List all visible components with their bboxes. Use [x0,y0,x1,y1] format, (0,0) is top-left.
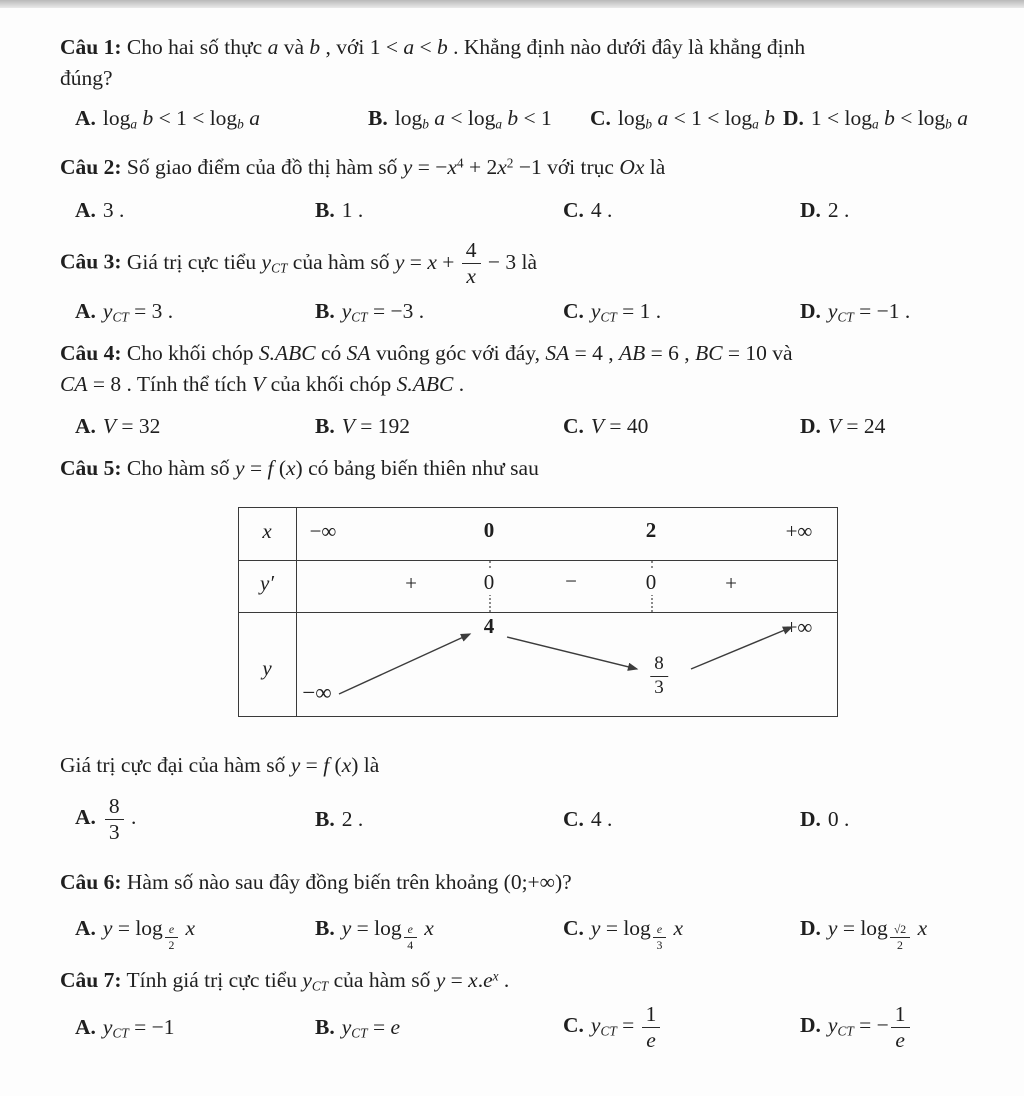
option-letter: B. [315,1014,335,1039]
bbt-y-label: y [262,656,272,681]
option-c: C. 4 . [563,197,613,222]
bbt-yprime-label: y′ [260,571,274,596]
bbt-yprime-sign: + [405,571,417,596]
question-1-text-line2: đúng? [60,66,113,91]
option-c: C. yCT = $\frac{1}{e}$ [563,1003,800,1052]
option-c: C. V = 40 [563,414,649,439]
option-b: B. y = log $\frac{e}{4}$ x [315,916,434,952]
option-c: C. logb a < 1 < loga b [590,106,775,133]
question-5-options [60,795,988,844]
question-2-options [60,195,988,225]
option-letter: D. [800,1013,821,1038]
option-a: A. loga b < 1 < logb a [75,106,260,133]
option-d: D. yCT = −1 . [800,299,911,326]
question-6-text: Câu 6: Hàm số nào sau đây đồng biến trên khoảng (0;+∞)? [60,870,572,895]
bbt-y-peak: 4 [483,614,495,639]
option-d: D. y = log $\frac{√2}{2}$ x [800,916,928,952]
question-1-options [60,103,988,134]
question-4-label: Câu 4: [60,340,122,365]
question-1 [60,32,988,135]
option-d: D. 1 < loga b < logb a [783,106,968,133]
option-a: A. yCT = −1 [75,1014,175,1041]
trend-arrows [239,612,839,718]
option-letter: D. [800,197,821,222]
option-a: A. 3 . [75,197,125,222]
question-7-text: Câu 7: Tính giá trị cực tiểu yCT của hàm số $y = x.e^x$ . [60,967,510,994]
option-b: B. 2 . [315,807,364,832]
question-7-options [60,1003,988,1052]
question-5-text: Câu 5: Cho hàm số y = f (x) có bảng biến thiên như sau [60,456,539,481]
question-4-options [60,411,988,441]
option-letter: B. [315,414,335,439]
bbt-x-minus-inf: −∞ [309,519,337,544]
option-letter: A. [75,805,96,830]
variation-table [238,507,838,717]
option-d: D. yCT = − $\frac{1}{e}$ [800,1003,988,1052]
question-4-text: Câu 4: Cho khối chóp S.ABC có SA vuông góc với đáy, SA = 4 , AB = 6 , BC = 10 và [60,340,793,365]
question-2 [60,152,988,225]
option-b: B. yCT = e [315,1014,401,1041]
bbt-yprime-zero: 0 [642,570,661,595]
top-edge-bar [0,0,1024,8]
option-letter: A. [75,197,96,222]
option-letter: A. [75,414,96,439]
option-c: C. 4 . [563,807,613,832]
arrow-up-icon [691,627,792,669]
question-6-options [60,913,988,951]
question-5 [60,453,988,844]
option-letter: C. [563,807,584,832]
option-letter: D. [783,106,804,131]
option-letter: C. [590,106,611,131]
option-letter: D. [800,414,821,439]
arrow-down-icon [507,637,637,669]
question-5-followup: Giá trị cực đại của hàm số y = f (x) là [60,753,380,778]
option-d: D. V = 24 [800,414,886,439]
question-2-text: Câu 2: Số giao điểm của đồ thị hàm số $y = -x^4 + 2x^2 -1$ với trục Ox là [60,154,666,179]
bbt-y-valley: $\frac{8}{3}$ [648,654,670,698]
question-2-label: Câu 2: [60,154,122,179]
option-letter: B. [368,106,388,131]
question-5-label: Câu 5: [60,456,122,481]
option-b: B. logb a < loga b < 1 [368,106,552,133]
option-letter: C. [563,197,584,222]
option-c: C. yCT = 1 . [563,299,662,326]
option-a: A. y = log $\frac{e}{2}$ x [75,916,195,952]
question-1-label: Câu 1: [60,35,122,59]
option-letter: A. [75,916,96,941]
option-b: B. V = 192 [315,414,410,439]
option-letter: B. [315,299,335,324]
option-letter: C. [563,1013,584,1038]
bbt-x-label: x [262,519,272,544]
question-4 [60,338,988,441]
option-letter: A. [75,106,96,131]
option-letter: B. [315,807,335,832]
option-a: A. $\frac{8}{3}$ . [75,793,137,844]
option-letter: B. [315,197,335,222]
option-letter: C. [563,916,584,941]
bbt-x-two: 2 [645,518,657,543]
option-letter: A. [75,299,96,324]
option-b: B. 1 . [315,197,364,222]
option-letter: D. [800,299,821,324]
bbt-y-end: +∞ [785,615,813,640]
bbt-yprime-sign: + [725,571,737,596]
option-a: A. V = 32 [75,414,161,439]
option-c: C. y = log $\frac{e}{3}$ x [563,916,683,952]
option-letter: B. [315,916,335,941]
question-4-text-line2: CA = 8 . Tính thể tích V của khối chóp S.ABC . [60,371,465,396]
bbt-x-plus-inf: +∞ [785,519,813,544]
question-3 [60,239,988,328]
question-3-options [60,296,988,327]
question-7-label: Câu 7: [60,967,122,992]
bbt-yprime-sign: − [565,569,577,594]
bbt-x-zero: 0 [483,518,495,543]
option-letter: D. [800,916,821,941]
option-d: D. 2 . [800,197,850,222]
question-7 [60,965,988,1053]
exam-content [0,8,1024,1052]
question-6 [60,867,988,952]
option-letter: D. [800,807,821,832]
option-letter: A. [75,1014,96,1039]
option-letter: C. [563,299,584,324]
question-1-text: Câu 1: Cho hai số thực a và b , với 1 < a < b . Khẳng định nào dưới đây là khẳng định [60,35,806,59]
arrow-up-icon [339,634,470,694]
question-3-label: Câu 3: [60,249,122,274]
question-6-label: Câu 6: [60,870,122,895]
bbt-yprime-zero: 0 [480,570,499,595]
option-a: A. yCT = 3 . [75,299,174,326]
question-3-text: Câu 3: Giá trị cực tiểu yCT của hàm số y = x + $\frac{4}{x}$ − 3 là [60,237,538,289]
option-d: D. 0 . [800,807,850,832]
option-letter: C. [563,414,584,439]
option-b: B. yCT = −3 . [315,299,425,326]
table-row-divider [239,560,837,561]
bbt-y-start: −∞ [302,680,332,706]
